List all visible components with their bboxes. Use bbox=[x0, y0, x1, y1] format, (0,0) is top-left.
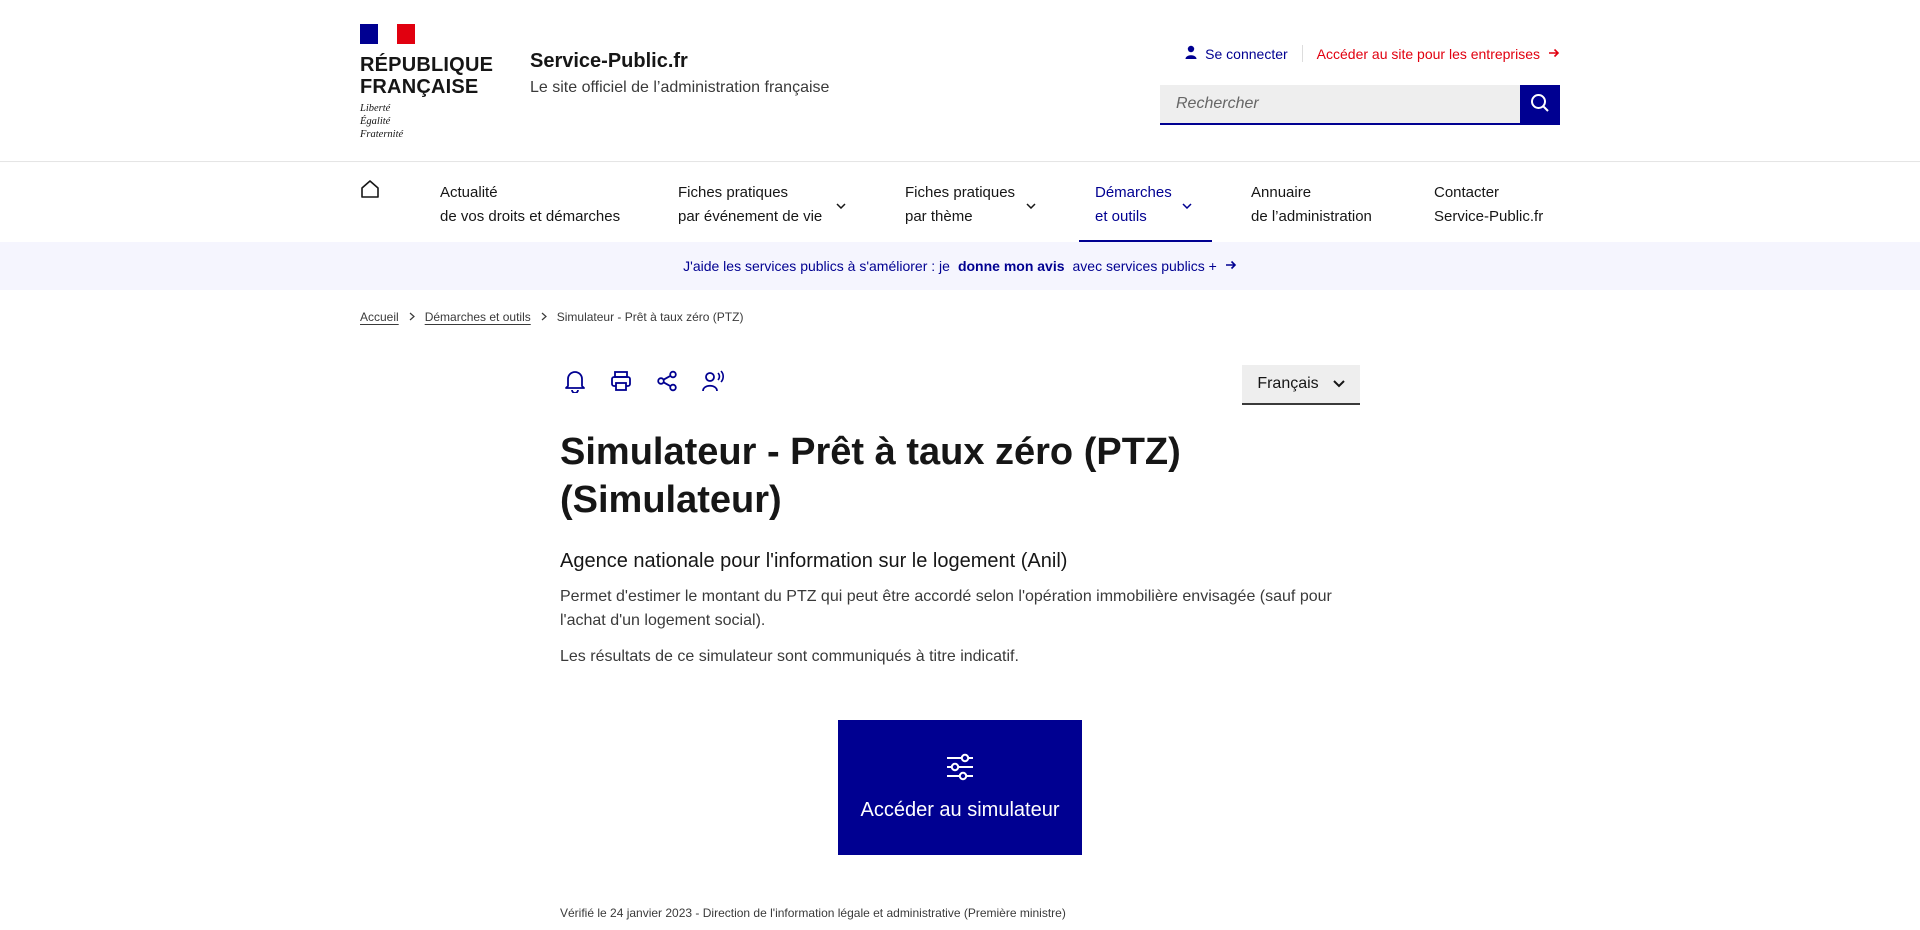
header-links bbox=[1185, 45, 1560, 62]
entreprises-link[interactable] bbox=[1303, 46, 1560, 62]
nav-item-demarches[interactable]: Démarches et outils bbox=[1079, 163, 1212, 242]
search-button[interactable] bbox=[1520, 85, 1560, 125]
language-label: Français bbox=[1257, 375, 1319, 392]
chevron-right-icon bbox=[409, 310, 415, 324]
banner-prefix: J'aide les services publics à s'améliorer : je bbox=[683, 258, 950, 274]
page-description: Permet d'estimer le montant du PTZ qui peut être accordé selon l'opération immobilière envisagée (sauf pour l'achat d'un logement social). bbox=[560, 588, 1332, 629]
nav-item-fiches-evenement[interactable]: Fiches pratiques par événement de vie bbox=[678, 163, 848, 242]
chevron-right-icon bbox=[541, 310, 547, 324]
main-navigation bbox=[0, 163, 1920, 242]
nav-item-annuaire[interactable]: Annuaire de l’administration bbox=[1251, 184, 1372, 225]
arrow-right-icon bbox=[1548, 46, 1560, 62]
chevron-down-icon bbox=[1026, 193, 1036, 217]
motto: Liberté Égalité Fraternité bbox=[360, 103, 404, 140]
feedback-banner[interactable] bbox=[0, 242, 1920, 290]
print-icon[interactable] bbox=[608, 368, 634, 394]
connect-link[interactable] bbox=[1185, 45, 1303, 62]
page-subtitle: Agence nationale pour l'information sur le logement (Anil) bbox=[560, 550, 1068, 572]
republique-francaise-logo[interactable] bbox=[360, 24, 494, 141]
search-icon bbox=[1530, 93, 1550, 118]
page-note: Les résultats de ce simulateur sont communiqués à titre indicatif. bbox=[560, 648, 1019, 665]
site-header bbox=[0, 0, 1920, 162]
chevron-down-icon bbox=[1182, 193, 1192, 217]
nav-item-actualite[interactable]: Actualité de vos droits et démarches bbox=[440, 184, 621, 225]
site-name-link[interactable]: Service-Public.fr bbox=[530, 50, 688, 72]
listen-icon[interactable] bbox=[700, 368, 726, 394]
nav-item-fiches-theme[interactable]: Fiches pratiques par thème bbox=[905, 163, 1040, 242]
banner-bold: donne mon avis bbox=[957, 258, 1065, 274]
arrow-right-icon bbox=[1225, 258, 1237, 274]
verified-note: Vérifié le 24 janvier 2023 - Direction de l'information légale et administrative (Première ministre) bbox=[560, 906, 1066, 920]
francaise-label: FRANÇAISE bbox=[360, 76, 479, 98]
user-icon bbox=[1185, 45, 1197, 62]
banner-suffix: avec services publics + bbox=[1072, 258, 1217, 274]
open-simulator-button[interactable] bbox=[838, 720, 1082, 855]
marianne-flag-icon bbox=[360, 24, 415, 44]
language-select[interactable] bbox=[1242, 365, 1360, 405]
republique-label: RÉPUBLIQUE bbox=[360, 54, 494, 76]
connect-label: Se connecter bbox=[1205, 45, 1288, 62]
breadcrumb bbox=[360, 310, 743, 324]
open-simulator-label: Accéder au simulateur bbox=[860, 799, 1060, 821]
site-tagline: Le site officiel de l’administration française bbox=[530, 79, 830, 96]
entreprises-label: Accéder au site pour les entreprises bbox=[1316, 45, 1540, 62]
page-tools bbox=[562, 368, 726, 394]
breadcrumb-current: Simulateur - Prêt à taux zéro (PTZ) bbox=[556, 310, 744, 324]
nav-item-contacter[interactable]: Contacter Service-Public.fr bbox=[1434, 184, 1544, 225]
sliders-icon bbox=[945, 753, 975, 787]
home-icon bbox=[360, 186, 380, 203]
breadcrumb-demarches[interactable]: Démarches et outils bbox=[424, 310, 531, 324]
share-icon[interactable] bbox=[654, 368, 680, 394]
bell-icon[interactable] bbox=[562, 368, 588, 394]
page-title: Simulateur - Prêt à taux zéro (PTZ) (Simulateur) bbox=[560, 431, 1181, 521]
search-bar bbox=[1160, 85, 1560, 125]
chevron-down-icon bbox=[1333, 375, 1345, 393]
search-input[interactable] bbox=[1160, 85, 1520, 125]
chevron-down-icon bbox=[836, 193, 846, 217]
nav-home-link[interactable] bbox=[360, 179, 380, 204]
breadcrumb-home[interactable]: Accueil bbox=[360, 310, 399, 324]
